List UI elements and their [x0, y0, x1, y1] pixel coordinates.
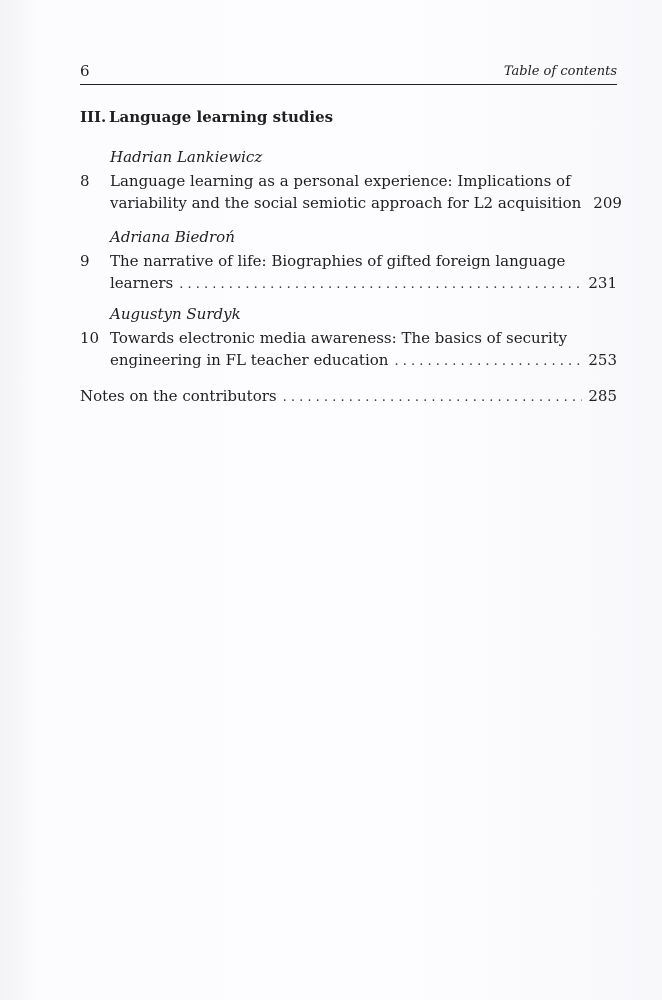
running-title: Table of contents [503, 64, 617, 79]
toc-entry[interactable] [80, 226, 617, 296]
section-roman-numeral: III. [80, 108, 107, 126]
entry-page-number: 209 [593, 194, 622, 212]
entry-title-line: learners [110, 274, 174, 292]
entry-author: Adriana Biedroń [110, 228, 235, 246]
section-title: Language learning studies [109, 108, 334, 126]
page-number: 6 [80, 62, 90, 80]
entry-number: 9 [80, 252, 90, 270]
entry-page-number: 253 [588, 351, 617, 369]
entry-page-number: 231 [588, 274, 617, 292]
entry-title-line: The narrative of life: Biographies of gifted foreign language [110, 252, 566, 270]
entry-title-block [80, 170, 622, 216]
page-header [80, 62, 617, 85]
toc-entry-notes[interactable] [80, 385, 617, 409]
entry-title-last-line [110, 192, 622, 216]
entry-title-last-line [110, 349, 617, 373]
entry-number: 8 [80, 172, 90, 190]
entry-number: 10 [80, 329, 100, 347]
entry-author: Augustyn Surdyk [110, 305, 241, 323]
dot-leader [179, 274, 582, 296]
dot-leader [283, 387, 583, 409]
notes-label: Notes on the contributors [80, 387, 277, 405]
entry-title-block [80, 327, 617, 373]
entry-title-last-line [110, 272, 617, 296]
entry-title-line: Language learning as a personal experience: Implications of [110, 172, 571, 190]
entry-title-line: engineering in FL teacher education [110, 351, 389, 369]
entry-author: Hadrian Lankiewicz [110, 148, 263, 166]
dot-leader [394, 351, 582, 373]
section-heading [80, 107, 333, 127]
notes-line [80, 385, 617, 409]
notes-page-number: 285 [588, 387, 617, 405]
entry-title-line: variability and the social semiotic approach for L2 acquisition [110, 194, 582, 212]
toc-entry[interactable] [80, 303, 617, 373]
entry-title-block [80, 250, 617, 296]
entry-title-line: Towards electronic media awareness: The basics of security [110, 329, 568, 347]
toc-entry[interactable] [80, 146, 622, 216]
